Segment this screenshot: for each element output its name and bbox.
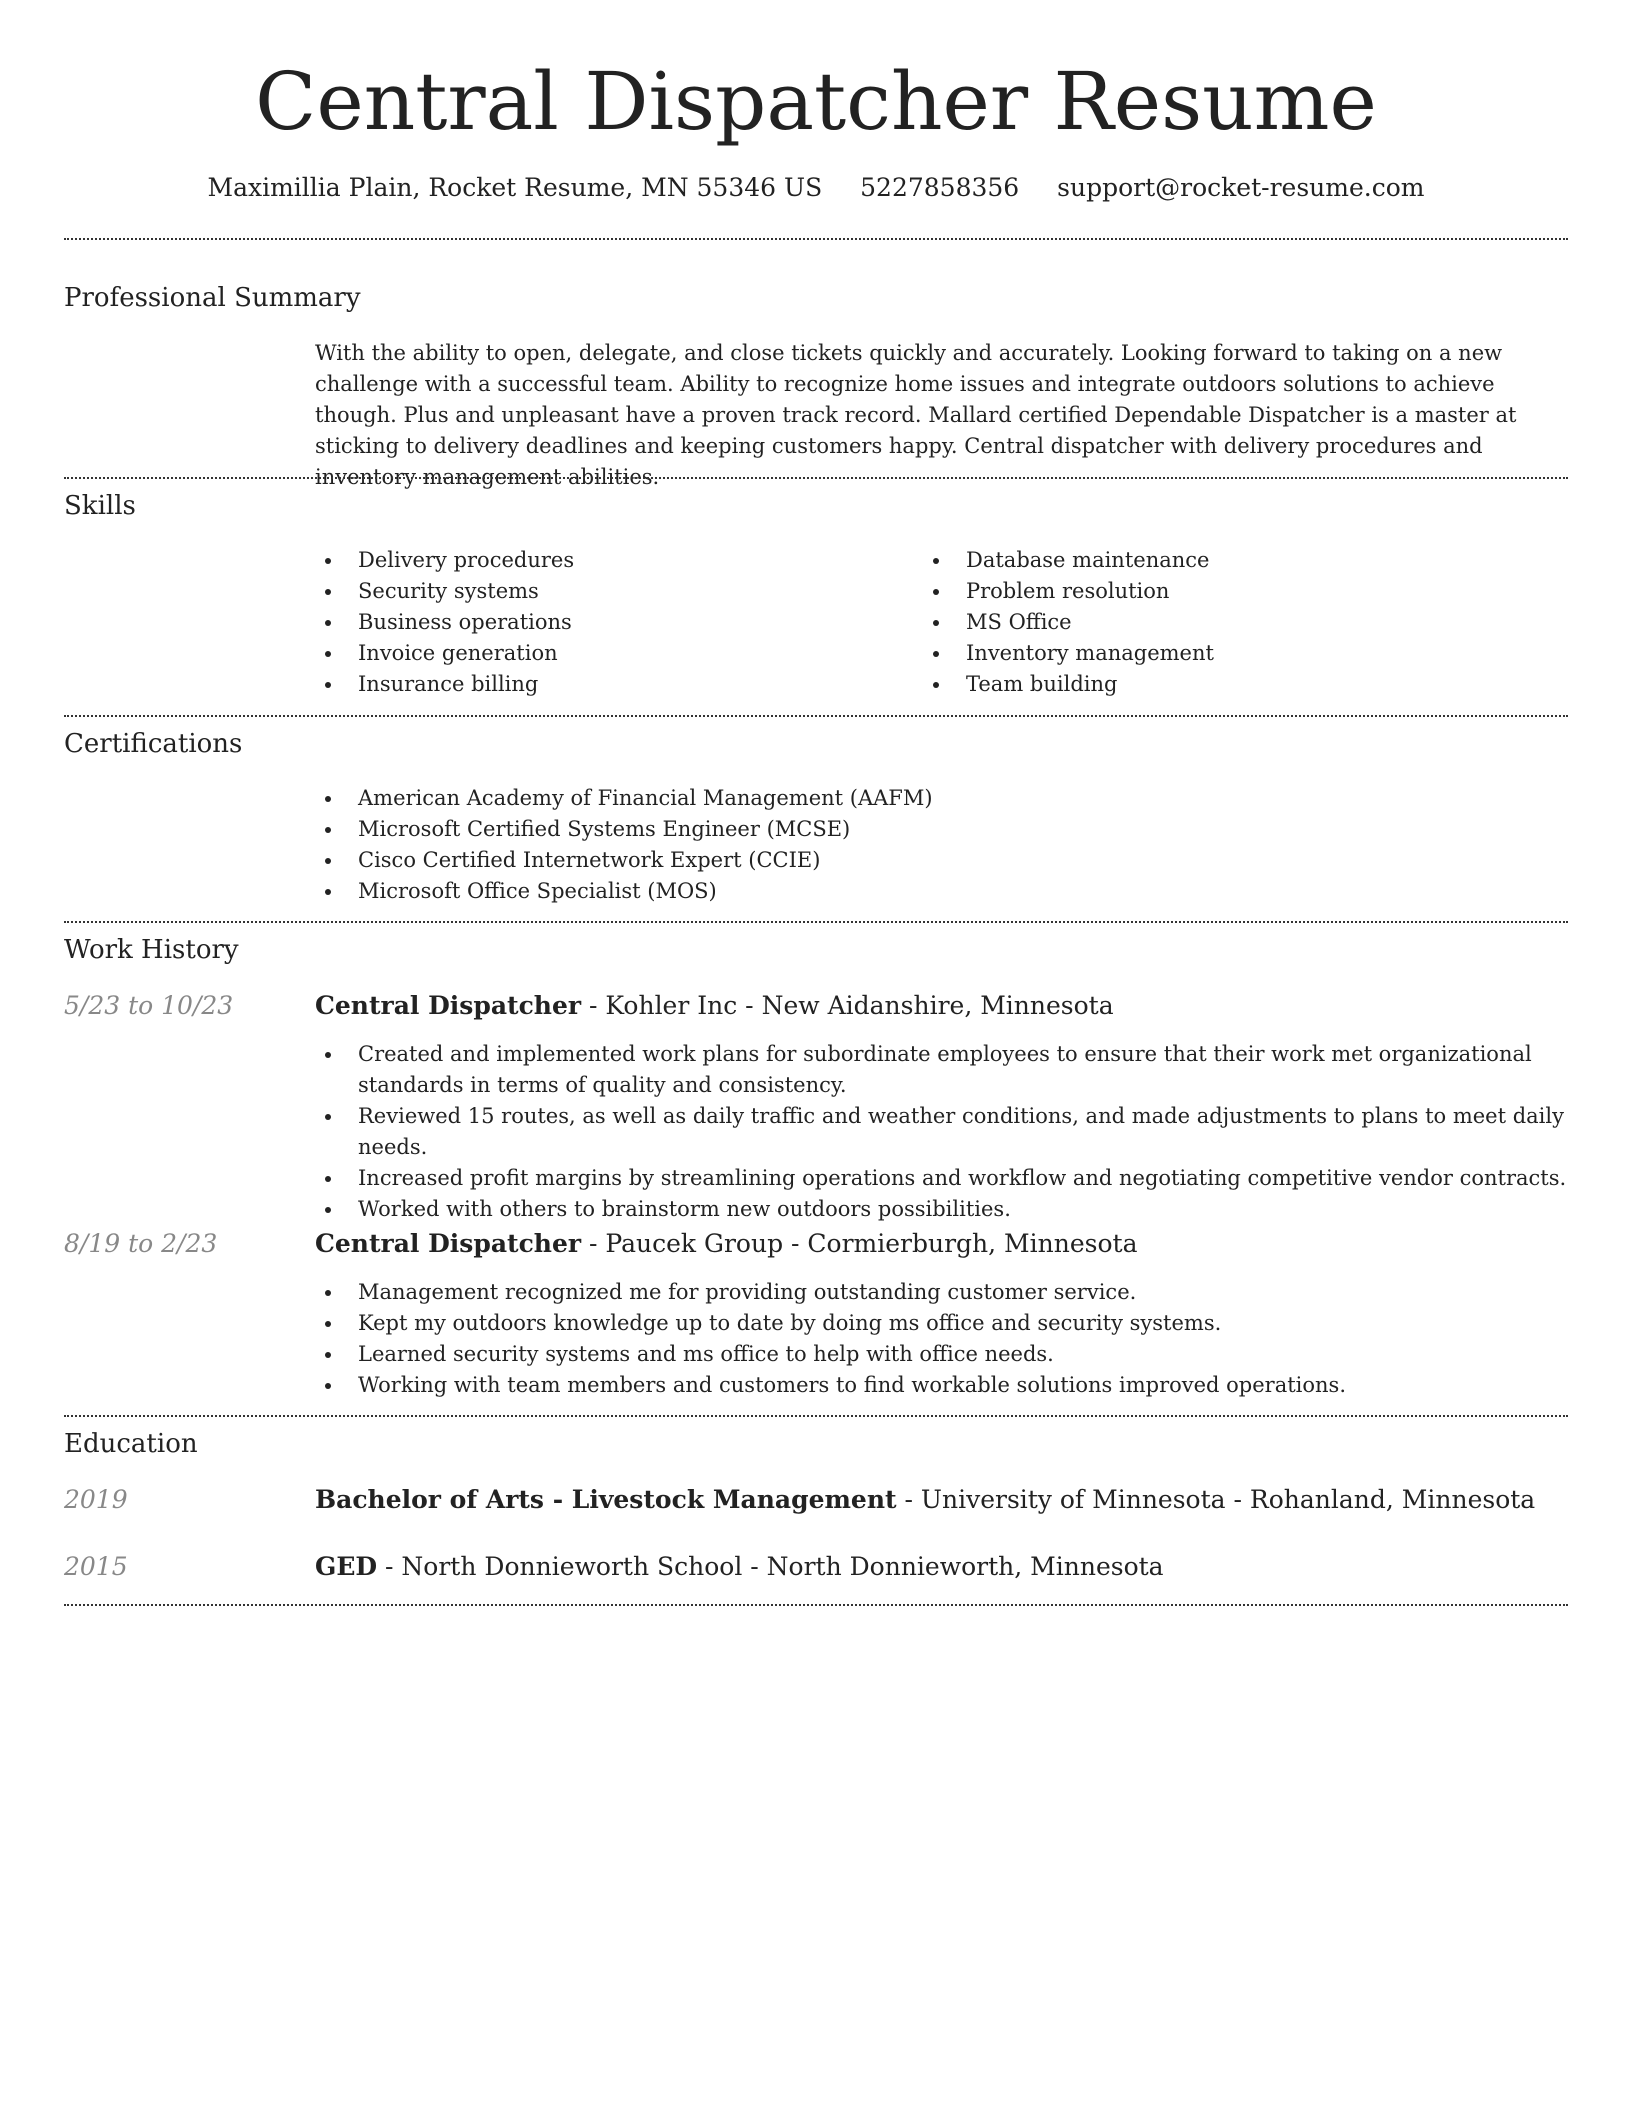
skill-item: • Insurance billing: [344, 669, 904, 700]
job-title: Central Dispatcher: [315, 1229, 582, 1258]
skill-item: • Problem resolution: [952, 576, 1552, 607]
job-bullet: • Reviewed 15 routes, as well as daily traffic and weather conditions, and made adjustments to plans to meet daily needs.: [344, 1101, 1597, 1163]
skill-item: • Delivery procedures: [344, 545, 904, 576]
contact-phone: 5227858356: [860, 173, 1020, 202]
education-school: - North Donnieworth School - North Donnieworth, Minnesota: [377, 1552, 1164, 1581]
education-degree: Bachelor of Arts - Livestock Management: [315, 1485, 897, 1514]
job-separator: -: [581, 1229, 606, 1258]
skill-item: • Team building: [952, 669, 1552, 700]
job-heading: [315, 988, 1114, 1024]
job-heading: [315, 1226, 1137, 1262]
education-degree: GED: [315, 1552, 378, 1581]
certifications-heading: Certifications: [64, 729, 243, 759]
section-divider: [64, 477, 1568, 479]
job-separator: -: [581, 991, 606, 1020]
skills-heading: Skills: [64, 491, 136, 521]
section-divider: [64, 1415, 1568, 1417]
contact-line: [0, 168, 1632, 208]
certification-item: • Microsoft Certified Systems Engineer (MCSE): [344, 814, 1544, 845]
education-heading: Education: [64, 1429, 198, 1459]
summary-text: With the ability to open, delegate, and close tickets quickly and accurately. Looking forward to taking on a new challenge with a successful team. Ability to recognize home issues and integrate outdoors solutions to achieve though. Plus and unpleasant have a proven track record. Mallard certified Dependable Dispatcher is a master at sticking to delivery deadlines and keeping customers happy. Central dispatcher with delivery procedures and inventory management abilities.: [315, 341, 1517, 489]
work-heading: Work History: [64, 935, 239, 965]
job-bullet: • Learned security systems and ms office to help with office needs.: [344, 1339, 1597, 1370]
job-bullet: • Worked with others to brainstorm new outdoors possibilities.: [344, 1194, 1597, 1225]
job-bullet: • Management recognized me for providing outstanding customer service.: [344, 1277, 1597, 1308]
certification-item: • Microsoft Office Specialist (MOS): [344, 876, 1544, 907]
education-entry: [315, 1482, 1535, 1518]
resume-title: Central Dispatcher Resume: [255, 55, 1377, 148]
job-bullets: [315, 1277, 1597, 1401]
skill-item: • MS Office: [952, 607, 1552, 638]
job-bullet: • Created and implemented work plans for subordinate employees to ensure that their work met organizational standards in terms of quality and consistency.: [344, 1039, 1597, 1101]
job-company: Paucek Group - Cormierburgh, Minnesota: [605, 1229, 1138, 1258]
skill-item: • Security systems: [344, 576, 904, 607]
job-bullets: [315, 1039, 1597, 1225]
summary-heading: Professional Summary: [64, 283, 361, 313]
certifications-list: [315, 783, 1544, 907]
certification-item: • American Academy of Financial Management (AAFM): [344, 783, 1544, 814]
skill-item: • Invoice generation: [344, 638, 904, 669]
education-school: - University of Minnesota - Rohanland, Minnesota: [896, 1485, 1536, 1514]
skill-item: • Database maintenance: [952, 545, 1552, 576]
job-company: Kohler Inc - New Aidanshire, Minnesota: [605, 991, 1114, 1020]
certification-item: • Cisco Certified Internetwork Expert (CCIE): [344, 845, 1544, 876]
skill-item: • Business operations: [344, 607, 904, 638]
education-year: 2015: [64, 1552, 128, 1581]
skills-list-right: [923, 545, 1552, 700]
contact-email: support@rocket-resume.com: [1057, 173, 1425, 202]
education-year: 2019: [64, 1485, 128, 1514]
job-bullet: • Working with team members and customers to find workable solutions improved operations.: [344, 1370, 1597, 1401]
job-dates: 5/23 to 10/23: [64, 991, 234, 1020]
section-divider: [64, 238, 1568, 240]
education-entry: [315, 1549, 1164, 1585]
section-divider: [64, 921, 1568, 923]
job-bullet: • Increased profit margins by streamlining operations and workflow and negotiating competitive vendor contracts.: [344, 1163, 1597, 1194]
contact-address: Maximillia Plain, Rocket Resume, MN 55346 US: [207, 173, 823, 202]
job-title: Central Dispatcher: [315, 991, 582, 1020]
section-divider: [64, 715, 1568, 717]
section-divider: [64, 1604, 1568, 1606]
skill-item: • Inventory management: [952, 638, 1552, 669]
job-bullet: • Kept my outdoors knowledge up to date by doing ms office and security systems.: [344, 1308, 1597, 1339]
skills-list-left: [315, 545, 904, 700]
job-dates: 8/19 to 2/23: [64, 1229, 218, 1258]
